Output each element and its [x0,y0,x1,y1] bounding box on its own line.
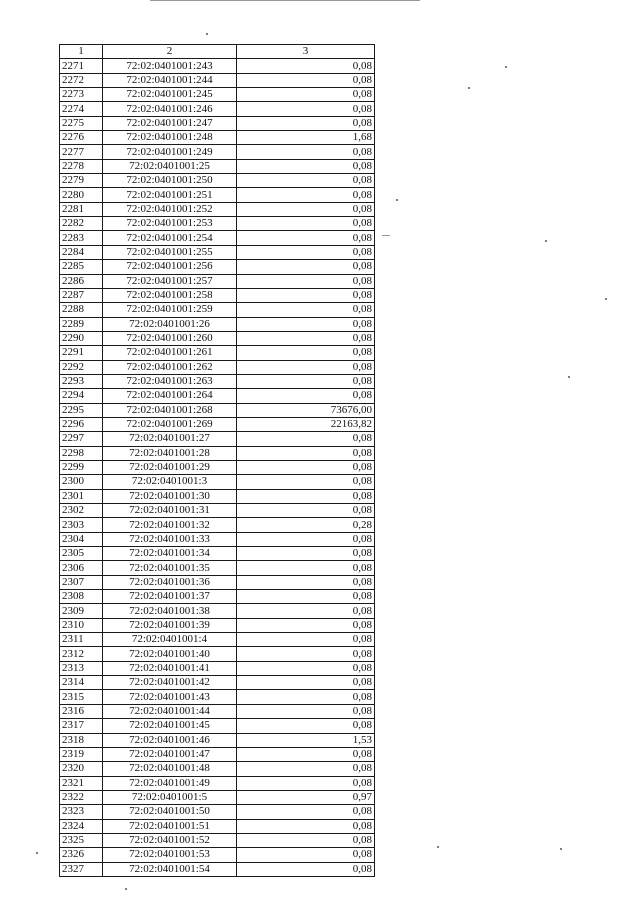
cadastral-number-cell: 72:02:0401001:36 [103,575,237,589]
table-row [60,245,375,259]
cadastral-number-cell: 72:02:0401001:53 [103,848,237,862]
value-cell: 0,08 [237,833,375,847]
scan-speck [545,240,547,242]
value-cell: 0,08 [237,633,375,647]
cadastral-number-cell: 72:02:0401001:27 [103,432,237,446]
table-row [60,518,375,532]
table-row [60,346,375,360]
cadastral-number-cell: 72:02:0401001:253 [103,217,237,231]
table-row [60,88,375,102]
value-cell: 0,08 [237,317,375,331]
cadastral-number-cell: 72:02:0401001:38 [103,604,237,618]
scan-speck [605,298,607,300]
scan-speck [468,87,470,89]
cadastral-number-cell: 72:02:0401001:258 [103,288,237,302]
table-row [60,776,375,790]
value-cell: 1,53 [237,733,375,747]
value-cell: 0,08 [237,848,375,862]
row-number-cell: 2277 [60,145,103,159]
cadastral-number-cell: 72:02:0401001:26 [103,317,237,331]
cadastral-number-cell: 72:02:0401001:44 [103,704,237,718]
value-cell: 0,08 [237,819,375,833]
cadastral-number-cell: 72:02:0401001:256 [103,260,237,274]
value-cell: 0,08 [237,776,375,790]
cadastral-number-cell: 72:02:0401001:41 [103,661,237,675]
value-cell: 0,08 [237,174,375,188]
cadastral-number-cell: 72:02:0401001:39 [103,618,237,632]
value-cell: 0,08 [237,389,375,403]
table-row [60,217,375,231]
table-row [60,819,375,833]
cadastral-number-cell: 72:02:0401001:268 [103,403,237,417]
row-number-cell: 2310 [60,618,103,632]
table-row [60,833,375,847]
row-number-cell: 2298 [60,446,103,460]
cadastral-number-cell: 72:02:0401001:257 [103,274,237,288]
table-row [60,676,375,690]
column-header: 1 [60,45,103,59]
value-cell: 0,08 [237,532,375,546]
cadastral-number-cell: 72:02:0401001:43 [103,690,237,704]
table-row [60,317,375,331]
row-number-cell: 2297 [60,432,103,446]
scan-speck [36,852,38,854]
row-number-cell: 2319 [60,747,103,761]
row-number-cell: 2323 [60,805,103,819]
row-number-cell: 2286 [60,274,103,288]
cadastral-number-cell: 72:02:0401001:30 [103,489,237,503]
cadastral-number-cell: 72:02:0401001:249 [103,145,237,159]
row-number-cell: 2301 [60,489,103,503]
cadastral-number-cell: 72:02:0401001:46 [103,733,237,747]
value-cell: 22163,82 [237,417,375,431]
cadastral-number-cell: 72:02:0401001:3 [103,475,237,489]
table-row [60,417,375,431]
row-number-cell: 2283 [60,231,103,245]
cadastral-number-cell: 72:02:0401001:248 [103,131,237,145]
row-number-cell: 2285 [60,260,103,274]
cadastral-number-cell: 72:02:0401001:40 [103,647,237,661]
value-cell: 0,08 [237,59,375,73]
row-number-cell: 2307 [60,575,103,589]
table-row [60,805,375,819]
value-cell: 0,08 [237,561,375,575]
table-row [60,618,375,632]
table-row [60,331,375,345]
table-row [60,862,375,876]
table-row [60,303,375,317]
row-number-cell: 2294 [60,389,103,403]
row-number-cell: 2314 [60,676,103,690]
table-row [60,604,375,618]
value-cell: 0,08 [237,547,375,561]
row-number-cell: 2315 [60,690,103,704]
row-number-cell: 2278 [60,159,103,173]
table-row [60,174,375,188]
row-number-cell: 2302 [60,504,103,518]
cadastral-number-cell: 72:02:0401001:54 [103,862,237,876]
cadastral-number-cell: 72:02:0401001:246 [103,102,237,116]
value-cell: 1,68 [237,131,375,145]
table-row [60,73,375,87]
row-number-cell: 2291 [60,346,103,360]
row-number-cell: 2279 [60,174,103,188]
table-row [60,848,375,862]
value-cell: 0,08 [237,590,375,604]
cadastral-number-cell: 72:02:0401001:260 [103,331,237,345]
row-number-cell: 2296 [60,417,103,431]
value-cell: 0,08 [237,604,375,618]
table-row [60,102,375,116]
table-row [60,790,375,804]
cadastral-number-cell: 72:02:0401001:247 [103,116,237,130]
table-row [60,475,375,489]
column-header: 3 [237,45,375,59]
table-row [60,116,375,130]
value-cell: 0,08 [237,374,375,388]
cadastral-number-cell: 72:02:0401001:244 [103,73,237,87]
table-row [60,547,375,561]
table-row [60,59,375,73]
cadastral-number-cell: 72:02:0401001:5 [103,790,237,804]
table-row [60,446,375,460]
cadastral-number-cell: 72:02:0401001:243 [103,59,237,73]
row-number-cell: 2274 [60,102,103,116]
row-number-cell: 2275 [60,116,103,130]
row-number-cell: 2304 [60,532,103,546]
cadastral-number-cell: 72:02:0401001:262 [103,360,237,374]
value-cell: 0,08 [237,102,375,116]
table-row [60,288,375,302]
scan-speck [568,376,570,378]
value-cell: 0,08 [237,690,375,704]
table-row [60,504,375,518]
value-cell: 0,08 [237,475,375,489]
value-cell: 0,08 [237,159,375,173]
row-number-cell: 2309 [60,604,103,618]
row-number-cell: 2272 [60,73,103,87]
cadastral-number-cell: 72:02:0401001:259 [103,303,237,317]
table-row [60,561,375,575]
table-row [60,733,375,747]
value-cell: 0,08 [237,432,375,446]
value-cell: 0,08 [237,274,375,288]
value-cell: 0,08 [237,73,375,87]
row-number-cell: 2311 [60,633,103,647]
row-number-cell: 2321 [60,776,103,790]
value-cell: 0,08 [237,575,375,589]
row-number-cell: 2324 [60,819,103,833]
value-cell: 0,08 [237,676,375,690]
table-row [60,633,375,647]
table-row [60,661,375,675]
cadastral-number-cell: 72:02:0401001:48 [103,762,237,776]
row-number-cell: 2305 [60,547,103,561]
scan-speck [125,888,127,890]
table-row [60,719,375,733]
row-number-cell: 2280 [60,188,103,202]
value-cell: 0,08 [237,719,375,733]
cadastral-number-cell: 72:02:0401001:261 [103,346,237,360]
value-cell: 0,08 [237,862,375,876]
value-cell: 0,08 [237,704,375,718]
table-row [60,260,375,274]
value-cell: 0,08 [237,489,375,503]
table-header-row [60,45,375,59]
cadastral-number-cell: 72:02:0401001:51 [103,819,237,833]
row-number-cell: 2282 [60,217,103,231]
value-cell: 0,08 [237,460,375,474]
cadastral-number-cell: 72:02:0401001:269 [103,417,237,431]
table-row [60,159,375,173]
table-row [60,647,375,661]
table-row [60,231,375,245]
table-row [60,202,375,216]
row-number-cell: 2317 [60,719,103,733]
value-cell: 0,08 [237,504,375,518]
value-cell: 0,08 [237,360,375,374]
table-row [60,704,375,718]
cadastral-number-cell: 72:02:0401001:264 [103,389,237,403]
scan-speck [396,199,398,201]
value-cell: 0,08 [237,647,375,661]
row-number-cell: 2312 [60,647,103,661]
row-number-cell: 2308 [60,590,103,604]
row-number-cell: 2288 [60,303,103,317]
table-row [60,188,375,202]
row-number-cell: 2326 [60,848,103,862]
scan-speck [560,848,562,850]
cadastral-number-cell: 72:02:0401001:47 [103,747,237,761]
value-cell: 0,08 [237,346,375,360]
cadastral-number-cell: 72:02:0401001:251 [103,188,237,202]
value-cell: 0,08 [237,661,375,675]
row-number-cell: 2271 [60,59,103,73]
table-row [60,432,375,446]
row-number-cell: 2318 [60,733,103,747]
row-number-cell: 2325 [60,833,103,847]
cadastral-table [59,44,375,877]
value-cell: 0,08 [237,188,375,202]
value-cell: 0,08 [237,747,375,761]
row-number-cell: 2322 [60,790,103,804]
cadastral-number-cell: 72:02:0401001:250 [103,174,237,188]
cadastral-number-cell: 72:02:0401001:254 [103,231,237,245]
row-number-cell: 2273 [60,88,103,102]
cadastral-number-cell: 72:02:0401001:42 [103,676,237,690]
cadastral-number-cell: 72:02:0401001:252 [103,202,237,216]
value-cell: 0,08 [237,88,375,102]
value-cell: 0,08 [237,805,375,819]
table-row [60,403,375,417]
row-number-cell: 2316 [60,704,103,718]
row-number-cell: 2276 [60,131,103,145]
cadastral-number-cell: 72:02:0401001:37 [103,590,237,604]
table-row [60,590,375,604]
table-row [60,747,375,761]
cadastral-number-cell: 72:02:0401001:49 [103,776,237,790]
value-cell: 0,08 [237,202,375,216]
cadastral-number-cell: 72:02:0401001:32 [103,518,237,532]
scan-speck [206,33,208,35]
table-row [60,762,375,776]
column-header: 2 [103,45,237,59]
value-cell: 0,08 [237,217,375,231]
row-number-cell: 2299 [60,460,103,474]
row-number-cell: 2281 [60,202,103,216]
scan-edge-line [150,0,420,1]
row-number-cell: 2290 [60,331,103,345]
table-row [60,131,375,145]
cadastral-number-cell: 72:02:0401001:50 [103,805,237,819]
row-number-cell: 2293 [60,374,103,388]
row-number-cell: 2327 [60,862,103,876]
row-number-cell: 2284 [60,245,103,259]
value-cell: 0,08 [237,231,375,245]
row-number-cell: 2303 [60,518,103,532]
row-number-cell: 2292 [60,360,103,374]
value-cell: 0,08 [237,145,375,159]
table-row [60,532,375,546]
scan-speck [505,66,507,68]
table-row [60,274,375,288]
row-number-cell: 2306 [60,561,103,575]
value-cell: 0,97 [237,790,375,804]
value-cell: 0,28 [237,518,375,532]
table-row [60,575,375,589]
cadastral-number-cell: 72:02:0401001:245 [103,88,237,102]
table-row [60,489,375,503]
cadastral-number-cell: 72:02:0401001:35 [103,561,237,575]
value-cell: 0,08 [237,762,375,776]
scan-speck [437,846,439,848]
value-cell: 0,08 [237,260,375,274]
cadastral-number-cell: 72:02:0401001:33 [103,532,237,546]
table-row [60,690,375,704]
table-row [60,145,375,159]
value-cell: 0,08 [237,331,375,345]
row-number-cell: 2287 [60,288,103,302]
cadastral-number-cell: 72:02:0401001:28 [103,446,237,460]
value-cell: 0,08 [237,303,375,317]
cadastral-number-cell: 72:02:0401001:255 [103,245,237,259]
cadastral-number-cell: 72:02:0401001:25 [103,159,237,173]
value-cell: 0,08 [237,288,375,302]
table-row [60,389,375,403]
table-row [60,374,375,388]
cadastral-number-cell: 72:02:0401001:52 [103,833,237,847]
value-cell: 0,08 [237,116,375,130]
row-number-cell: 2313 [60,661,103,675]
cadastral-number-cell: 72:02:0401001:29 [103,460,237,474]
cadastral-number-cell: 72:02:0401001:34 [103,547,237,561]
value-cell: 0,08 [237,618,375,632]
cadastral-number-cell: 72:02:0401001:263 [103,374,237,388]
row-number-cell: 2295 [60,403,103,417]
scan-mark [382,235,390,236]
table-row [60,360,375,374]
value-cell: 0,08 [237,446,375,460]
value-cell: 0,08 [237,245,375,259]
row-number-cell: 2289 [60,317,103,331]
cadastral-number-cell: 72:02:0401001:4 [103,633,237,647]
value-cell: 73676,00 [237,403,375,417]
table-row [60,460,375,474]
row-number-cell: 2300 [60,475,103,489]
cadastral-number-cell: 72:02:0401001:31 [103,504,237,518]
cadastral-number-cell: 72:02:0401001:45 [103,719,237,733]
row-number-cell: 2320 [60,762,103,776]
